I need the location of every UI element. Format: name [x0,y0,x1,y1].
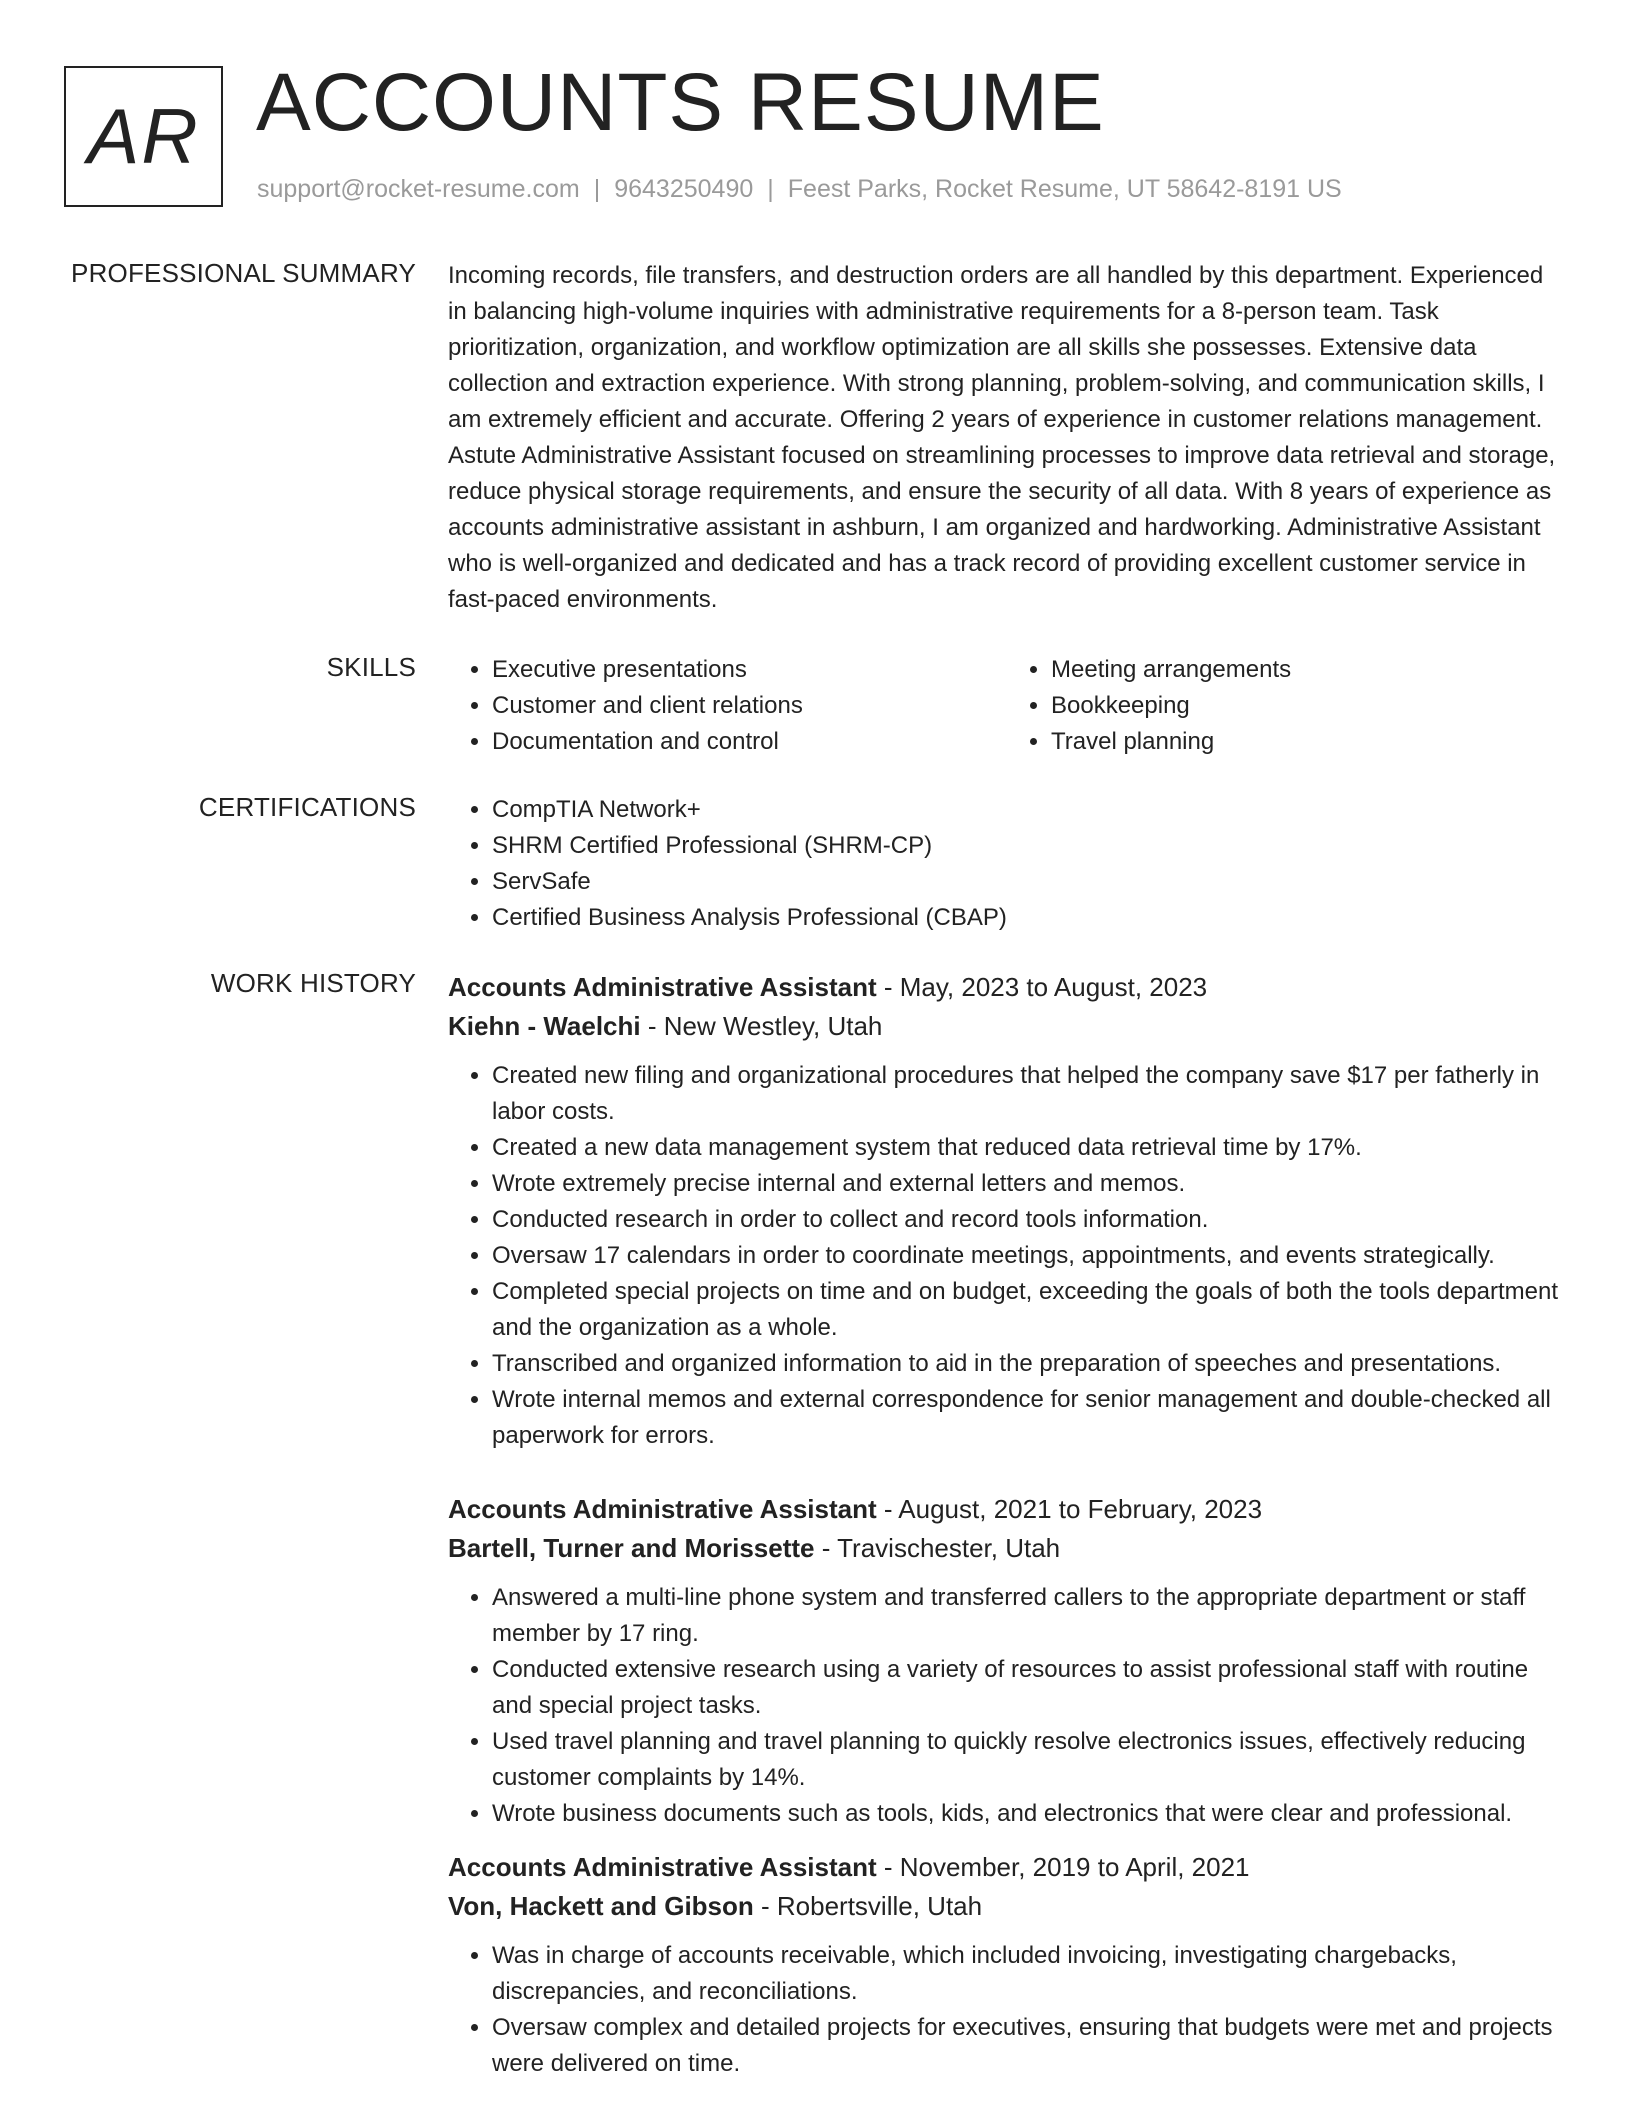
job-bullet: • Wrote business documents such as tools, kids, and electronics that were clear and professional. [492,1796,1566,1832]
certifications-body [448,792,1566,936]
job-company: Kiehn - Waelchi [448,1011,641,1041]
job-dates: - August, 2021 to February, 2023 [876,1494,1263,1524]
job-title: Accounts Administrative Assistant [448,1494,877,1524]
job-bullet: • Conducted research in order to collect and record tools information. [492,1202,1566,1238]
job-bullet: • Used travel planning and travel planning to quickly resolve electronics issues, effectively reducing customer complaints by 14%. [492,1724,1566,1796]
section-label-summary: PROFESSIONAL SUMMARY [71,258,416,288]
job-title-line [448,1490,1566,1528]
job-location: - Robertsville, Utah [753,1891,983,1921]
job-title: Accounts Administrative Assistant [448,1852,877,1882]
work-history-body [448,968,1566,2082]
skills-list-left [448,652,1007,760]
job-company-line [448,1528,1566,1568]
job-entry [448,1848,1566,2082]
job-company: Von, Hackett and Gibson [448,1891,754,1921]
certification-item: • ServSafe [492,864,1566,900]
job-bullet: • Created new filing and organizational procedures that helped the company save $17 per fatherly in labor costs. [492,1058,1566,1130]
certifications-list [448,792,1566,936]
certification-item: • CompTIA Network+ [492,792,1566,828]
job-title: Accounts Administrative Assistant [448,972,877,1002]
job-company: Bartell, Turner and Morissette [448,1533,815,1563]
skill-item: • Travel planning [1051,724,1566,760]
job-bullet: • Wrote internal memos and external correspondence for senior management and double-checked all paperwork for errors. [492,1382,1566,1454]
contact-separator: | [767,175,774,203]
skills-list-right [1007,652,1566,760]
job-bullet: • Was in charge of accounts receivable, which included invoicing, investigating chargebacks, discrepancies, and reconciliations. [492,1938,1566,2010]
job-company-line [448,1006,1566,1046]
skill-item: • Documentation and control [492,724,1007,760]
skill-item: • Executive presentations [492,652,1007,688]
job-dates: - November, 2019 to April, 2021 [876,1852,1250,1882]
job-location: - Travischester, Utah [814,1533,1061,1563]
job-bullet: • Oversaw complex and detailed projects for executives, ensuring that budgets were met and projects were delivered on time. [492,2010,1566,2082]
job-bullet: • Conducted extensive research using a variety of resources to assist professional staff with routine and special project tasks. [492,1652,1566,1724]
job-entry [448,1490,1566,1832]
job-dates: - May, 2023 to August, 2023 [876,972,1208,1002]
section-label-work-history: WORK HISTORY [210,968,416,998]
job-company-line [448,1886,1566,1926]
job-entry [448,968,1566,1454]
job-title-line [448,968,1566,1006]
skills-grid [448,652,1566,760]
certification-item: • Certified Business Analysis Professional (CBAP) [492,900,1566,936]
skill-item: • Bookkeeping [1051,688,1566,724]
certification-item: • SHRM Certified Professional (SHRM-CP) [492,828,1566,864]
job-bullet: • Created a new data management system that reduced data retrieval time by 17%. [492,1130,1566,1166]
contact-email[interactable]: support@rocket-resume.com [257,175,580,203]
skill-item: • Meeting arrangements [1051,652,1566,688]
job-bullet: • Completed special projects on time and on budget, exceeding the goals of both the tools department and the organization as a whole. [492,1274,1566,1346]
contact-phone[interactable]: 9643250490 [614,175,754,203]
job-bullet: • Transcribed and organized information to aid in the preparation of speeches and presentations. [492,1346,1566,1382]
job-bullets [448,1058,1566,1454]
contact-separator: | [593,175,601,203]
section-label-certifications: CERTIFICATIONS [198,792,416,822]
resume-title: ACCOUNTS RESUME [256,57,1105,148]
job-bullets [448,1580,1566,1832]
skill-item: • Customer and client relations [492,688,1007,724]
job-title-line [448,1848,1566,1886]
summary-text: Incoming records, file transfers, and destruction orders are all handled by this department. Experienced in balancing high-volume inquiries with administrative requirements for a 8-person team. Task prioritization, organization, and workflow optimization are all skills she possesses. Extensive data collection and extraction experience. With strong planning, problem-solving, and communication skills, I am extremely efficient and accurate. Offering 2 years of experience in customer relations management. Astute Administrative Assistant focused on streamlining processes to improve data retrieval and storage, reduce physical storage requirements, and ensure the security of all data. With 8 years of experience as accounts administrative assistant in ashburn, I am organized and hardworking. Administrative Assistant who is well-organized and dedicated and has a track record of providing excellent customer service in fast-paced environments. [448,262,1556,613]
section-label-skills: SKILLS [326,652,416,682]
job-bullet: • Answered a multi-line phone system and transferred callers to the appropriate department or staff member by 17 ring. [492,1580,1566,1652]
job-bullet: • Oversaw 17 calendars in order to coordinate meetings, appointments, and events strategically. [492,1238,1566,1274]
job-bullet: • Wrote extremely precise internal and external letters and memos. [492,1166,1566,1202]
contact-address: Feest Parks, Rocket Resume, UT 58642-8191 US [787,175,1342,203]
job-bullets [448,1938,1566,2082]
monogram-box: AR [64,66,223,207]
contact-line [257,175,1342,204]
job-location: - New Westley, Utah [640,1011,883,1041]
